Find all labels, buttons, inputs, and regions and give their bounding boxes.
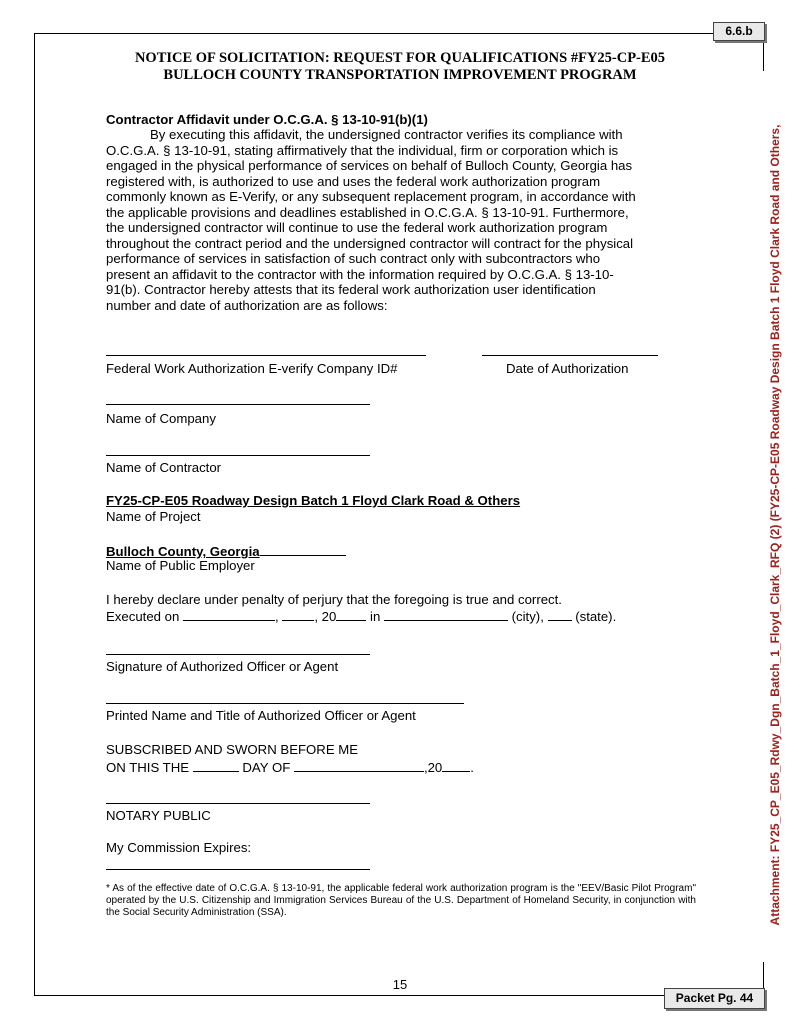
sworn-day-field[interactable] (193, 758, 239, 772)
affidavit-line: commonly known as E-Verify, or any subsequent replacement program, in accordance with (106, 189, 636, 204)
company-name-field[interactable] (106, 404, 370, 405)
affidavit-line: the applicable provisions and deadlines established in O.C.G.A. § 13-10-91. Furthermore, (106, 204, 629, 220)
executed-state-label: (state). (575, 609, 617, 624)
sworn-period: . (470, 760, 474, 775)
public-employer-value (106, 542, 346, 559)
affidavit-line: the undersigned contractor will continue to use the federal work authorization program (106, 220, 608, 235)
page-frame-bottom (34, 995, 664, 996)
public-employer-label: Name of Public Employer (106, 558, 255, 573)
project-name-label: Name of Project (106, 509, 201, 524)
contractor-name-label: Name of Contractor (106, 460, 222, 475)
executed-comma: , (275, 609, 279, 624)
affidavit-line: By executing this affidavit, the undersigned contractor verifies its compliance with (150, 127, 623, 142)
affidavit-line: performance of services in satisfaction of such contract only with subcontractors who (106, 251, 601, 266)
page-number: 15 (392, 977, 408, 992)
document-title (100, 50, 700, 84)
header-tag: 6.6.b (713, 22, 765, 41)
affidavit-line: engaged in the physical performance of services on behalf of Bulloch County, Georgia has (106, 158, 633, 173)
on-this-the-label: ON THIS THE (106, 760, 190, 775)
executed-year-field[interactable] (336, 607, 366, 621)
notary-public-label: NOTARY PUBLIC (106, 808, 211, 823)
executed-year-prefix: , 20 (314, 609, 337, 624)
page-frame-left (34, 33, 35, 995)
executed-day-field[interactable] (183, 607, 275, 621)
packet-page-tag: Packet Pg. 44 (664, 988, 765, 1009)
affidavit-line: 91(b). Contractor hereby attests that its federal work authorization user identification (106, 282, 596, 297)
day-of-label: DAY OF (242, 760, 291, 775)
footnote: * As of the effective date of O.C.G.A. § 13-10-91, the applicable federal work authorization program is the "EEV/Basic Pilot Program" operated by the U.S. Citizenship and Immigration Services Bureau of the U.S. Department of Homeland Security, in conjunction with the Social Security Administration (SSA). (106, 883, 696, 918)
signature-label: Signature of Authorized Officer or Agent (106, 659, 339, 674)
sworn-line-1: SUBSCRIBED AND SWORN BEFORE ME (106, 742, 359, 757)
executed-on-label: Executed on (106, 609, 180, 624)
affidavit-line: O.C.G.A. § 13-10-91, stating affirmatively that the individual, firm or corporation which is (106, 142, 619, 158)
executed-in-label: in (370, 609, 381, 624)
sworn-month-field[interactable] (294, 758, 424, 772)
employer-underline (260, 542, 346, 556)
declaration-line: I hereby declare under penalty of perjury that the foregoing is true and correct. (106, 592, 562, 607)
public-employer-name: Bulloch County, Georgia (106, 544, 260, 559)
commission-expires-field[interactable] (106, 869, 370, 870)
title-line-2: BULLOCH COUNTY TRANSPORTATION IMPROVEMENT PROGRAM (163, 67, 637, 83)
notary-signature-field[interactable] (106, 803, 370, 804)
affidavit-line: throughout the contract period and the undersigned contractor will contract for the physical (106, 235, 634, 251)
affidavit-line: number and date of authorization are as follows: (106, 297, 388, 313)
sworn-line-2 (106, 758, 474, 775)
executed-state-field[interactable] (548, 607, 572, 621)
page-frame-top (34, 33, 763, 34)
executed-month-field[interactable] (282, 607, 314, 621)
sworn-year-prefix: ,20 (423, 760, 443, 775)
executed-city-label: (city), (511, 609, 544, 624)
affidavit-heading: Contractor Affidavit under O.C.G.A. § 13-10-91(b)(1) (106, 112, 428, 127)
company-name-label: Name of Company (106, 411, 216, 426)
commission-expires-label: My Commission Expires: (106, 840, 252, 855)
printed-name-field[interactable] (106, 703, 464, 704)
everify-id-label: Federal Work Authorization E-verify Company ID# (106, 361, 398, 376)
project-name-value: FY25-CP-E05 Roadway Design Batch 1 Floyd Clark Road & Others (106, 493, 521, 508)
affidavit-line: registered with, is authorized to use and uses the federal work authorization program (106, 173, 601, 189)
contractor-name-field[interactable] (106, 455, 370, 456)
affidavit-paragraph (106, 127, 696, 313)
printed-name-label: Printed Name and Title of Authorized Officer or Agent (106, 708, 416, 723)
attachment-side-label: Attachment: FY25_CP_E05_Rdwy_Dgn_Batch_1_Floyd_Clark_RFQ (2) (FY25-CP-E05 Roadway Design Batch 1 Floyd Clark Road and Others, (768, 124, 782, 926)
executed-city-field[interactable] (384, 607, 508, 621)
date-of-authorization-label: Date of Authorization (506, 361, 629, 376)
executed-on-line (106, 607, 616, 624)
title-line-1: NOTICE OF SOLICITATION: REQUEST FOR QUALIFICATIONS #FY25-CP-E05 (134, 50, 666, 66)
affidavit-line: present an affidavit to the contractor with the information required by O.C.G.A. § 13-10- (106, 266, 614, 282)
everify-id-field[interactable] (106, 355, 426, 356)
date-of-authorization-field[interactable] (482, 355, 658, 356)
signature-field[interactable] (106, 654, 370, 655)
sworn-year-field[interactable] (442, 758, 470, 772)
